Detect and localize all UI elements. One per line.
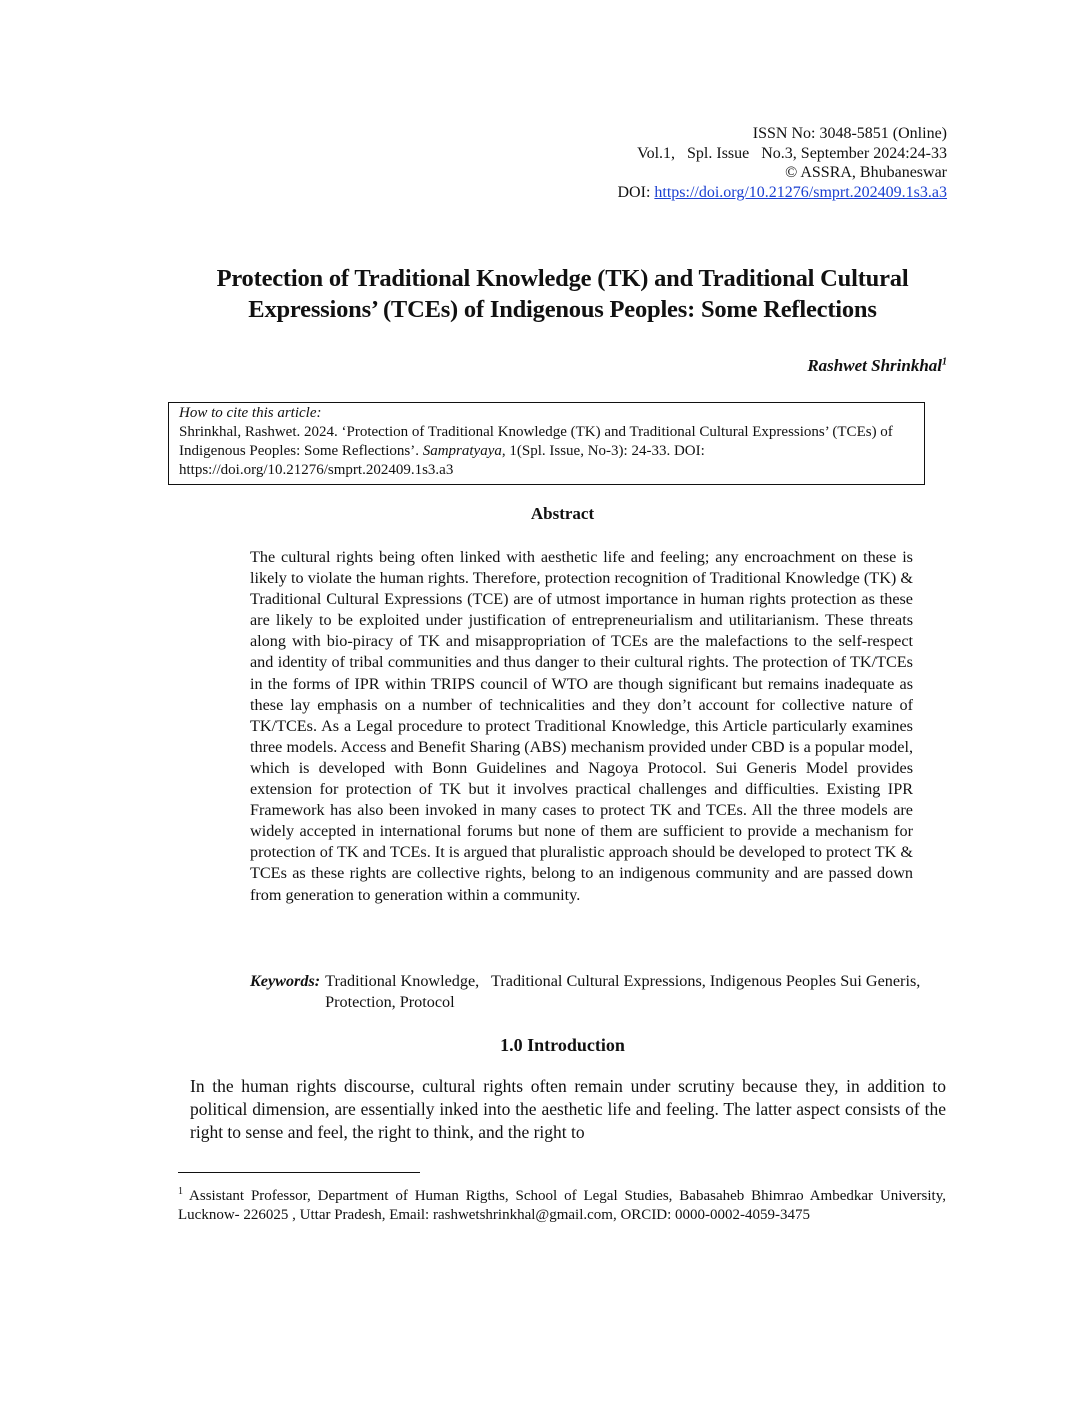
article-title: Protection of Traditional Knowledge (TK) and Traditional Cultural Expressions’ (TCEs) of Indigenous Peoples: Some Reflections bbox=[216, 265, 909, 323]
abstract-heading: Abstract bbox=[530, 504, 595, 523]
doi-label: DOI: bbox=[617, 183, 655, 201]
footnote-divider bbox=[178, 1172, 420, 1173]
author-name bbox=[807, 356, 947, 376]
citation-text bbox=[179, 423, 917, 480]
abstract-body: The cultural rights being often linked with aesthetic life and feeling; any encroachment on these is likely to violate the human rights. Therefore, protection recognition of Traditional Knowledge (TK) & Traditional Cultural Expressions (TCE) are of utmost importance in human rights protection as these are likely to be exploited under justification of entrepreneurialism and utilitarianism. These threats along with bio-piracy of TK and misappropriation of TCEs are the malefactions to the self-respect and identity of tribal communities and thus danger to their cultural rights. The protection of TK/TCEs in the forms of IPR within TRIPS council of WTO are though significant but remains inadequate as these lay emphasis on a number of technicalities and they don’t account for collective nature of TK/TCEs. As a Legal procedure to protect Traditional Knowledge, this Article particularly examines three models. Access and Benefit Sharing (ABS) mechanism provided under CBD is a popular model, which is developed with Bonn Guidelines and Nagoya Protocol. Sui Generis Model provides extension for protection of TK but it involves practical challenges and difficulties. Existing IPR Framework has also been invoked in many cases to protect TK and TCEs. All the three models are widely accepted in international forums but none of them are sufficient to provide a mechanism for protection of TK and TCEs. It is argued that pluralistic approach should be developed to protect TK & TCEs as these rights are collective rights, belong to an indigenous community and are passed down from generation to generation within a community. bbox=[250, 548, 913, 904]
citation-label: How to cite this article: bbox=[179, 405, 322, 421]
doi-line bbox=[618, 183, 948, 203]
footnote-text: Assistant Professor, Department of Human Rigths, School of Legal Studies, Babasaheb Bhimrao Ambedkar University, Lucknow- 226025 , Uttar Pradesh, Email: rashwetshrinkhal@gmail.com, ORCID: 0000-0002-4059-3475 bbox=[178, 1188, 946, 1223]
citation-text-after: , 1(Spl. Issue, No-3): 24-33. DOI: https://doi.org/10.21276/smprt.202409.1s3.a3 bbox=[179, 443, 705, 478]
doi-link[interactable]: https://doi.org/10.21276/smprt.202409.1s3.a3 bbox=[654, 183, 947, 201]
author-name-text: Rashwet Shrinkhal bbox=[807, 356, 942, 375]
issn-line: ISSN No: 3048-5851 (Online) bbox=[752, 125, 947, 142]
footnote-marker: 1 bbox=[178, 1186, 183, 1197]
volume-line: Vol.1, Spl. Issue No.3, September 2024:24-33 bbox=[637, 144, 947, 162]
citation-journal: Sampratyaya bbox=[422, 443, 502, 459]
citation-box bbox=[168, 402, 925, 485]
publisher-line: © ASSRA, Bhubaneswar bbox=[785, 164, 947, 181]
keywords-text: Traditional Knowledge, Traditional Cultural Expressions, Indigenous Peoples Sui Generis, Protection, Protocol bbox=[325, 972, 925, 1011]
author-footnote-marker[interactable]: 1 bbox=[942, 356, 947, 368]
keywords-label: Keywords: bbox=[250, 972, 321, 990]
footnote bbox=[178, 1183, 946, 1224]
introduction-heading: 1.0 Introduction bbox=[500, 1035, 625, 1055]
journal-header bbox=[618, 124, 948, 202]
introduction-body: In the human rights discourse, cultural rights often remain under scrutiny because they, in addition to political dimension, are essentially inked into the aesthetic life and feeling. The latter aspect consists of the right to sense and feel, the right to think, and the right to bbox=[190, 1076, 946, 1142]
citation-text-before: Shrinkhal, Rashwet. 2024. ‘Protection of Traditional Knowledge (TK) and Traditional Cultural Expressions’ (TCEs) of Indigenous Peoples: Some Reflections’. bbox=[179, 424, 893, 459]
keywords-section bbox=[250, 971, 950, 1013]
